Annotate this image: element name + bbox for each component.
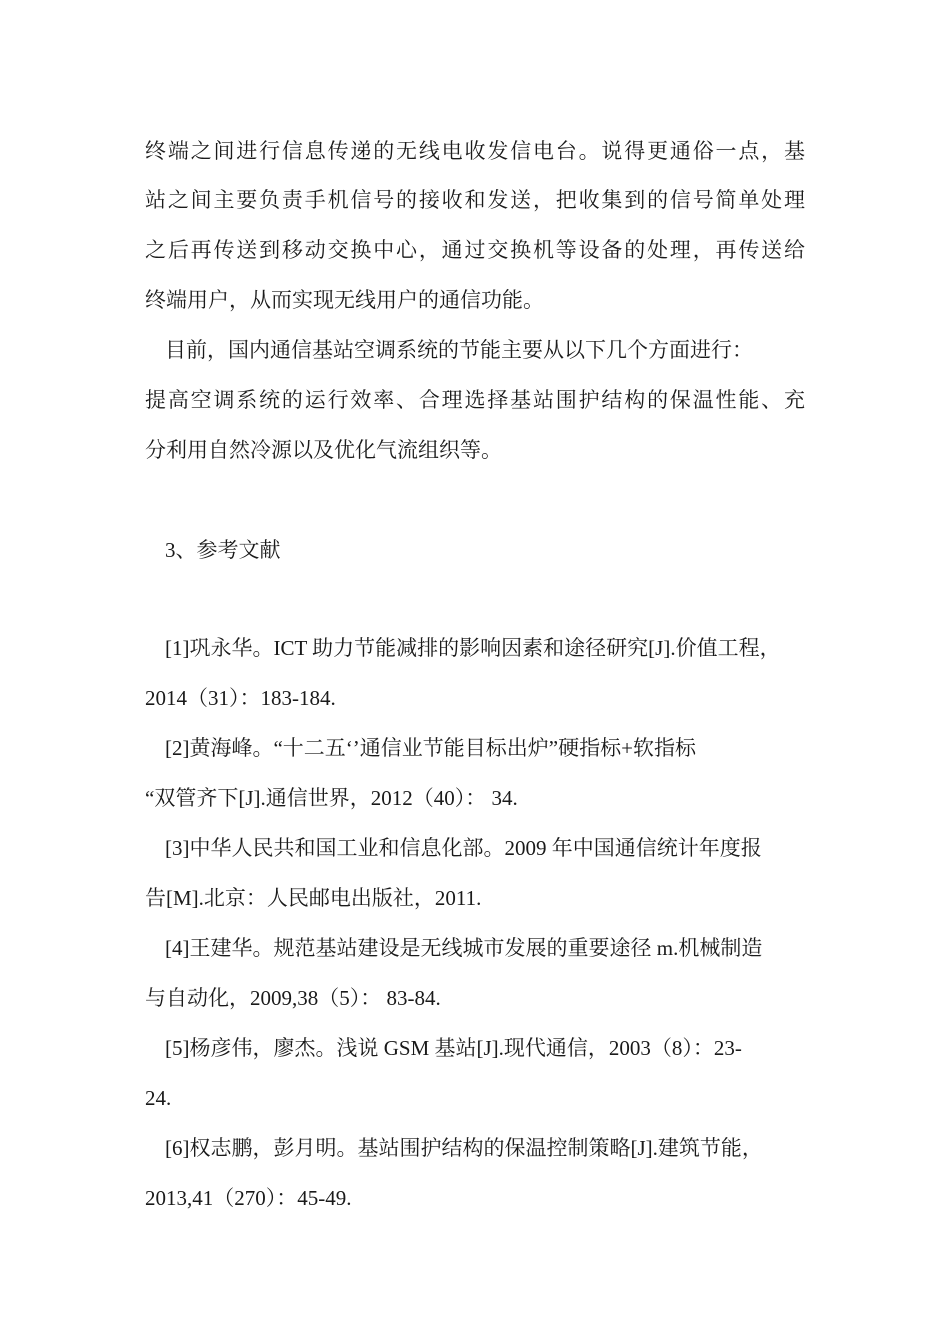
body-paragraph-2-line-2: 提高空调系统的运行效率、合理选择基站围护结构的保温性能、充 — [145, 388, 805, 412]
reference-6-line-1: [6]权志鹏，彭月明。基站围护结构的保温控制策略[J].建筑节能， — [165, 1136, 763, 1160]
body-paragraph-2-line-1: 目前，国内通信基站空调系统的节能主要从以下几个方面进行： — [165, 338, 753, 362]
reference-3-line-1: [3]中华人民共和国工业和信息化部。2009 年中国通信统计年度报 — [165, 836, 762, 860]
section-heading-references: 3、参考文献 — [165, 538, 281, 562]
body-paragraph-1-line-1: 终端之间进行信息传递的无线电收发信电台。说得更通俗一点，基 — [145, 139, 805, 163]
body-paragraph-2-line-3: 分利用自然冷源以及优化气流组织等。 — [145, 438, 502, 462]
reference-4-line-1: [4]王建华。规范基站建设是无线城市发展的重要途径 m.机械制造 — [165, 936, 763, 960]
body-paragraph-1-line-3: 之后再传送到移动交换中心，通过交换机等设备的处理，再传送给 — [145, 238, 805, 262]
body-paragraph-1-line-4: 终端用户，从而实现无线用户的通信功能。 — [145, 288, 544, 312]
reference-2-line-1: [2]黄海峰。“十二五‘’通信业节能目标出炉”硬指标+软指标 — [165, 736, 696, 760]
reference-1-line-2: 2014（31）：183-184. — [145, 686, 336, 710]
reference-5-line-1: [5]杨彦伟，廖杰。浅说 GSM 基站[J].现代通信，2003（8）：23- — [165, 1036, 742, 1060]
reference-2-line-2: “双管齐下[J].通信世界，2012（40）： 34. — [145, 786, 518, 810]
reference-3-line-2: 告[M].北京：人民邮电出版社，2011. — [145, 886, 482, 910]
reference-1-line-1: [1]巩永华。ICT 助力节能减排的影响因素和途径研究[J].价值工程， — [165, 636, 781, 660]
reference-5-line-2: 24. — [145, 1086, 172, 1110]
body-paragraph-1-line-2: 站之间主要负责手机信号的接收和发送，把收集到的信号简单处理 — [145, 188, 805, 212]
reference-4-line-2: 与自动化，2009,38（5）： 83-84. — [145, 986, 441, 1010]
reference-6-line-2: 2013,41（270）：45-49. — [145, 1186, 352, 1210]
